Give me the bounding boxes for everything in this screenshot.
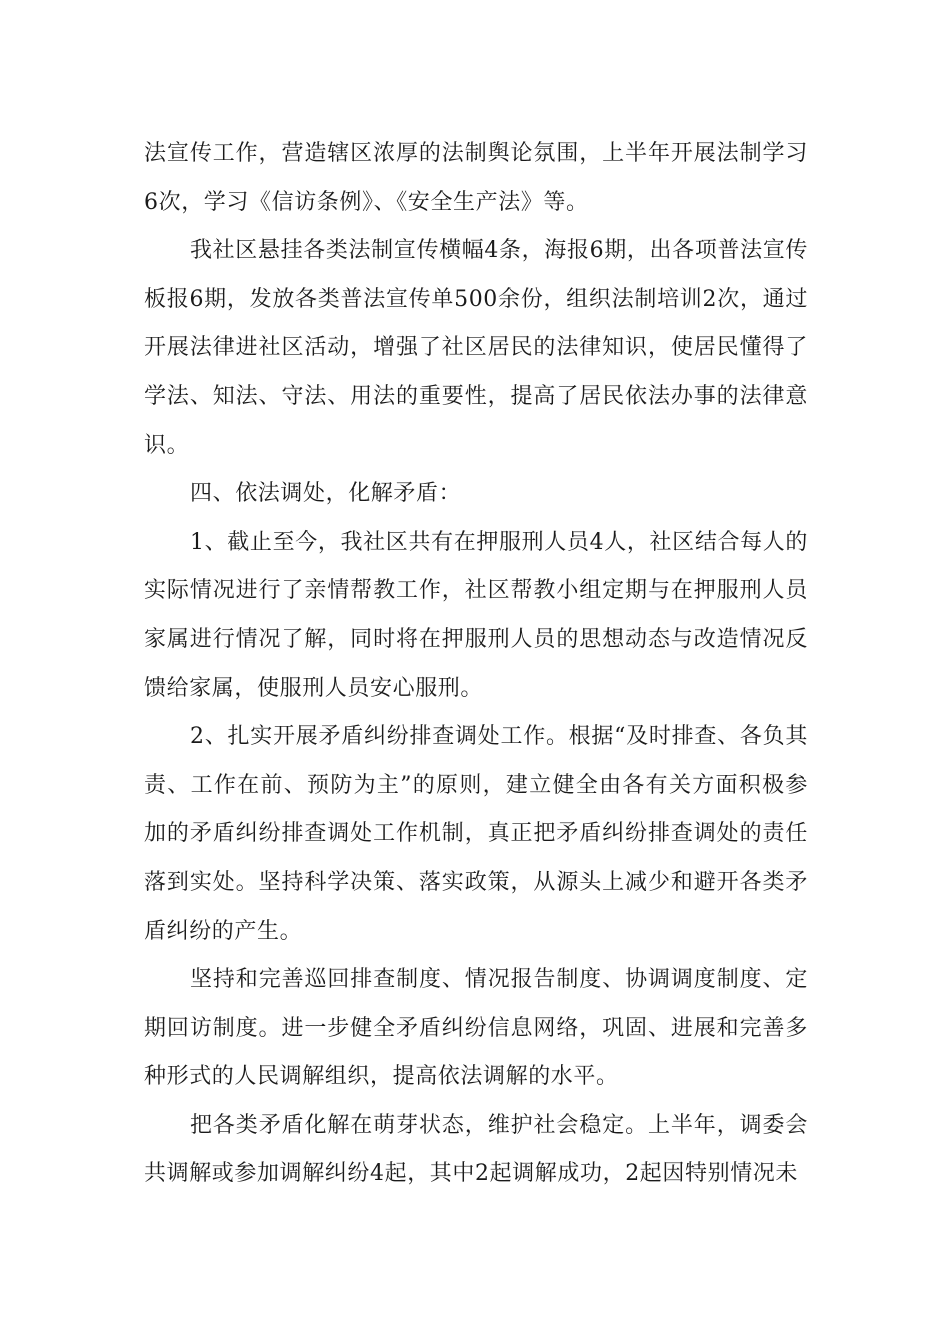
document-body bbox=[144, 130, 808, 1199]
paragraph-item-1: 1、截止至今，我社区共有在押服刑人员4人，社区结合每人的实际情况进行了亲情帮教工作，社区帮教小组定期与在押服刑人员家属进行情况了解，同时将在押服刑人员的思想动态与改造情况反馈给家属，使服刑人员安心服刑。 bbox=[144, 529, 808, 701]
paragraph-item-2: 2、扎实开展矛盾纠纷排查调处工作。根据“及时排查、各负其责、工作在前、预防为主”的原则，建立健全由各有关方面积极参加的矛盾纠纷排查调处工作机制，真正把矛盾纠纷排查调处的责任落到实处。坚持科学决策、落实政策，从源头上减少和避开各类矛盾纠纷的产生。 bbox=[144, 724, 808, 944]
section-heading: 四、依法调处，化解矛盾： bbox=[190, 481, 462, 507]
paragraph-systems: 坚持和完善巡回排查制度、情况报告制度、协调调度制度、定期回访制度。进一步健全矛盾纠纷信息网络，巩固、进展和完善多种形式的人民调解组织，提高依法调解的水平。 bbox=[144, 967, 808, 1090]
paragraph-mediation: 把各类矛盾化解在萌芽状态，维护社会稳定。上半年，调委会共调解或参加调解纠纷4起，其中2起调解成功，2起因特别情况未 bbox=[144, 1112, 808, 1187]
paragraph-publicity: 我社区悬挂各类法制宣传横幅4条，海报6期，出各项普法宣传板报6期，发放各类普法宣传单500余份，组织法制培训2次，通过开展法律进社区活动，增强了社区居民的法律知识，使居民懂得了学法、知法、守法、用法的重要性，提高了居民依法办事的法律意识。 bbox=[144, 238, 808, 458]
paragraph-continuation: 法宣传工作，营造辖区浓厚的法制舆论氛围，上半年开展法制学习6次，学习《信访条例》、《安全生产法》等。 bbox=[144, 141, 808, 215]
